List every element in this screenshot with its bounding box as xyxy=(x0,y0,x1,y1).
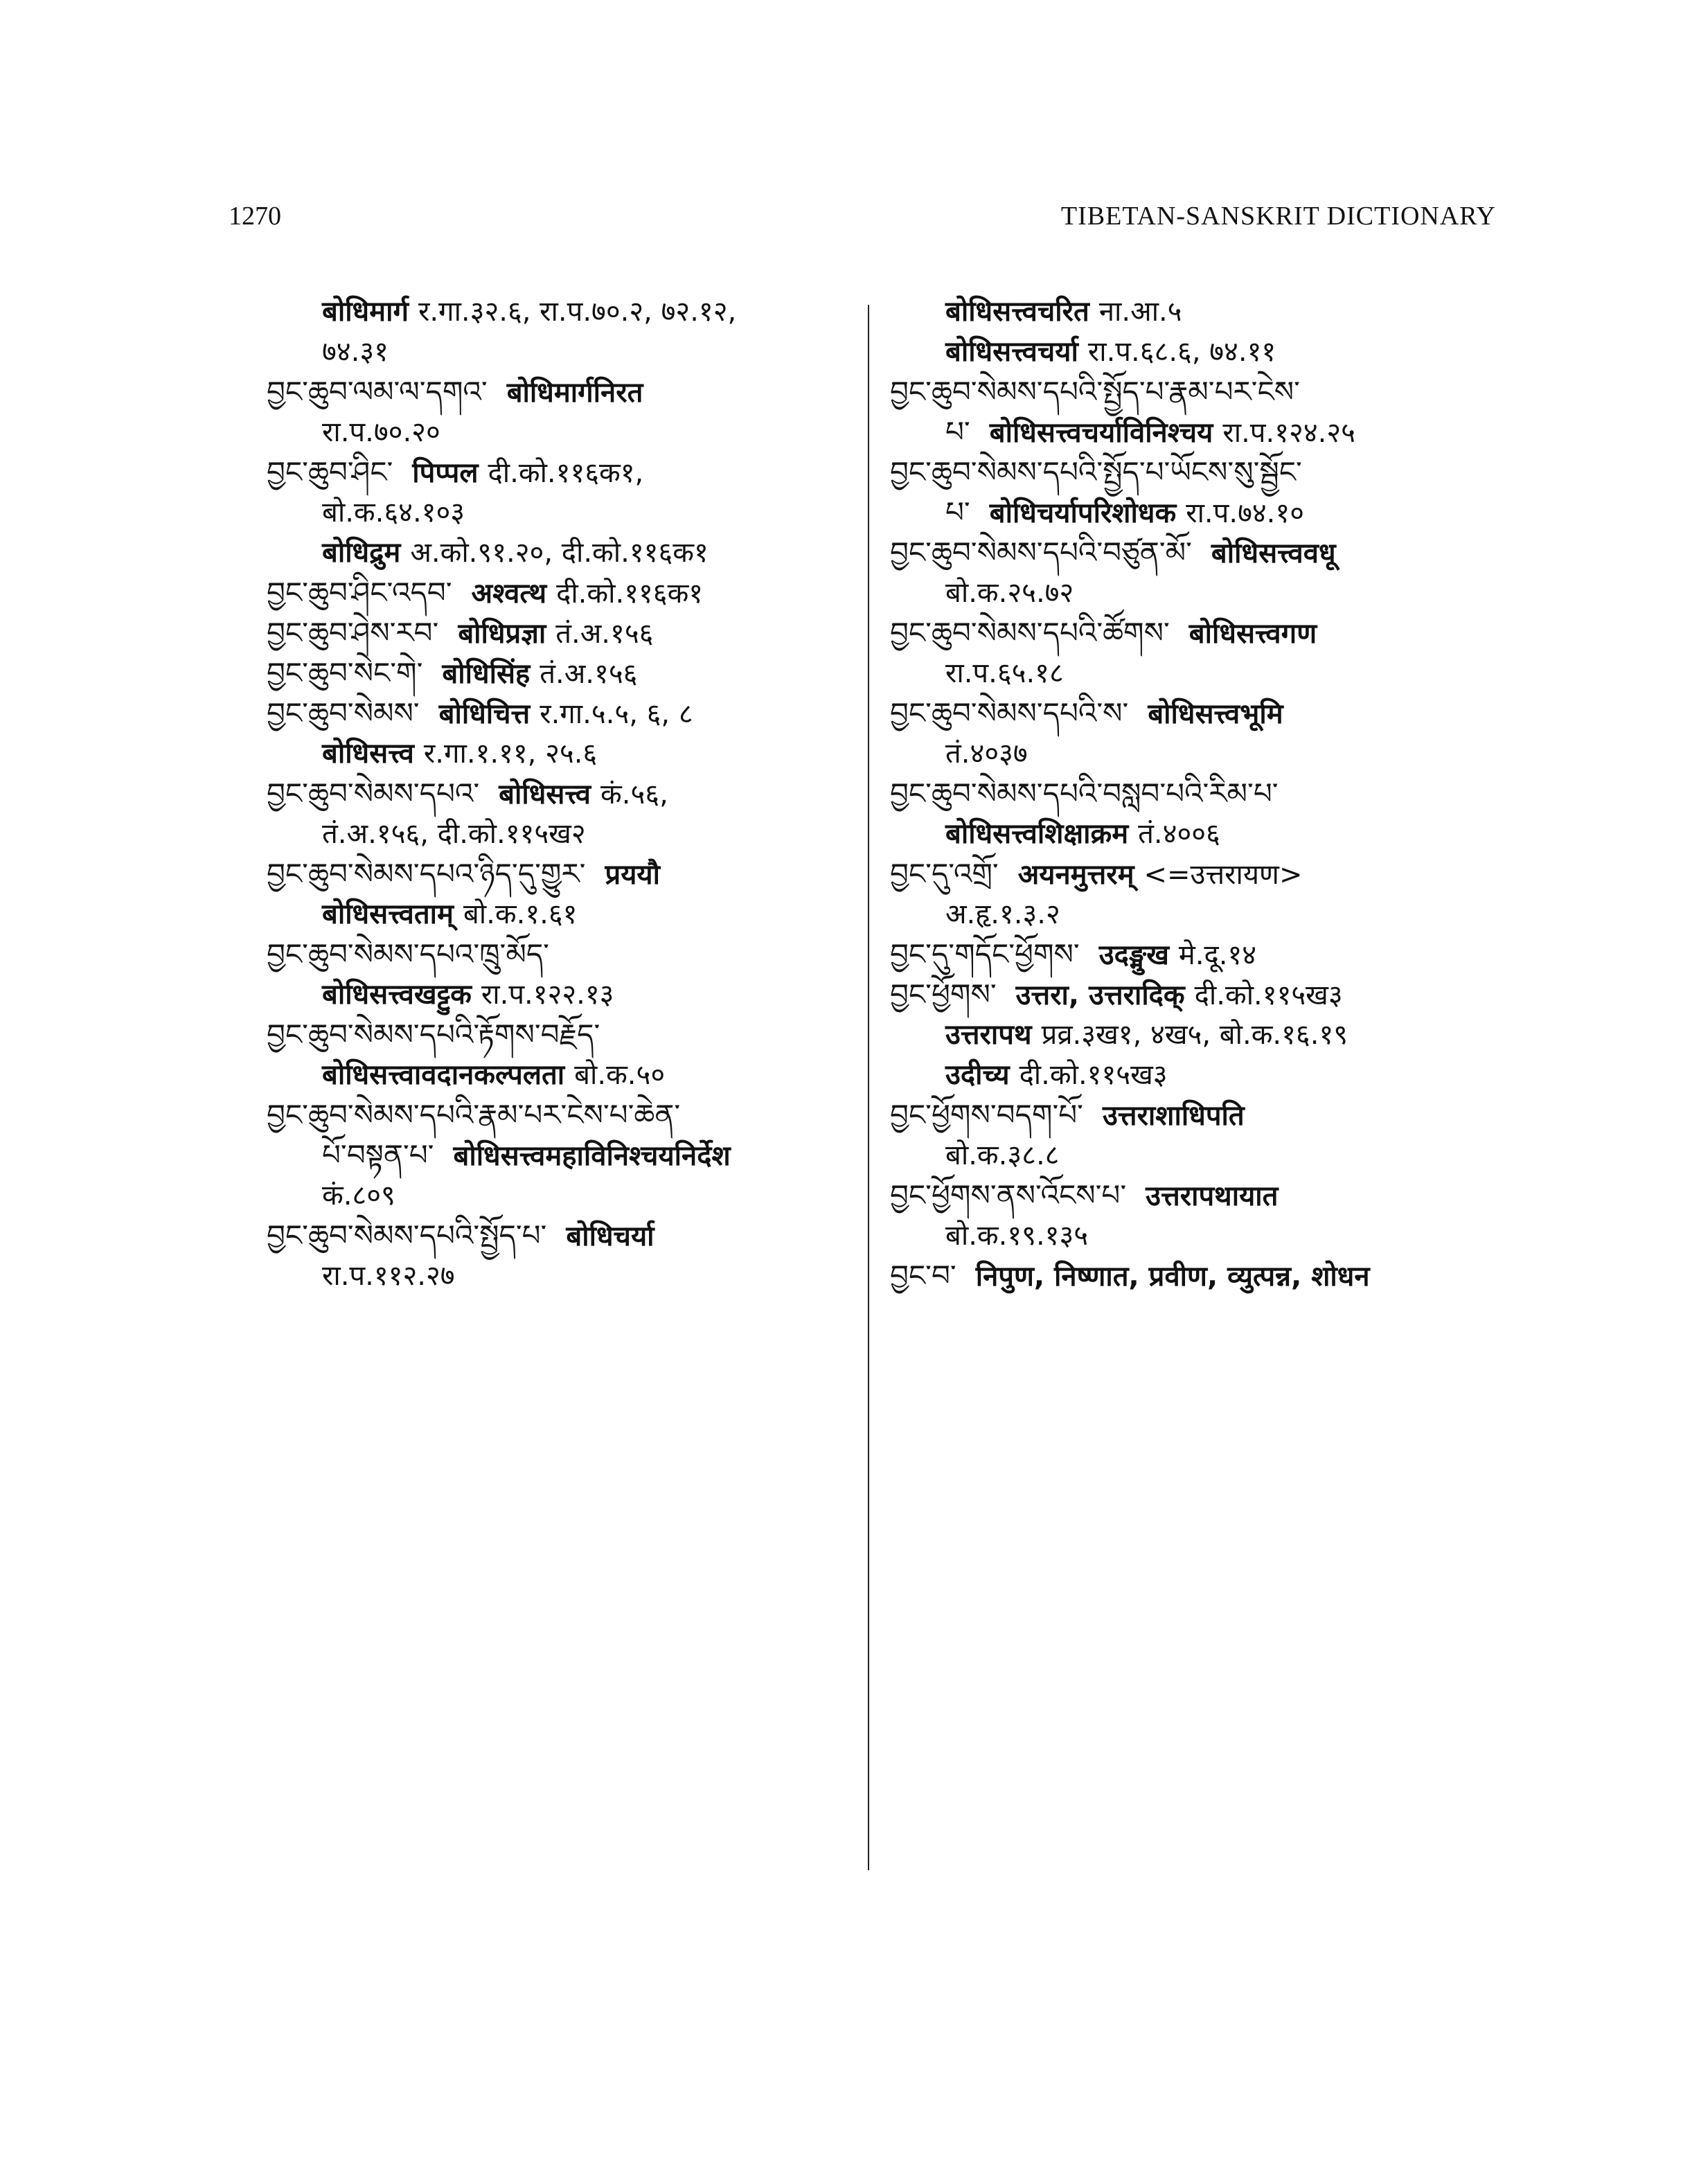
dictionary-line xyxy=(890,659,1513,700)
dictionary-line xyxy=(267,455,869,499)
sanskrit-equivalent: पिप्पल xyxy=(412,457,479,489)
dictionary-line xyxy=(267,338,869,378)
page-number: 1270 xyxy=(229,202,281,231)
source-reference: बो.क.१९.१३५ xyxy=(945,1220,1089,1252)
right-column xyxy=(890,298,1513,1302)
source-reference: र.गा.५.५, ६, ८ xyxy=(540,698,693,730)
sanskrit-equivalent: बोधिसत्त्व xyxy=(499,779,591,810)
dictionary-line xyxy=(890,298,1513,338)
dictionary-line xyxy=(890,1139,1513,1182)
sanskrit-equivalent: बोधिचर्यापरिशोधक xyxy=(989,497,1177,529)
tibetan-headword: བྱང་ཆུབ་སེམས་དཔའི་བསླབ་པའི་རིམ་པ་ xyxy=(890,776,1279,810)
source-reference: अ.हृ.१.३.२ xyxy=(945,898,1060,930)
dictionary-line xyxy=(267,418,869,459)
dictionary-line xyxy=(267,740,869,780)
sanskrit-equivalent: बोधिसत्त्वखट्टुक xyxy=(322,979,472,1011)
source-reference: तं.अ.१५६ xyxy=(540,658,638,690)
tibetan-headword: བྱང་ཆུབ་སེམས་ xyxy=(267,696,420,730)
sanskrit-equivalent: उत्तराशाधिपति xyxy=(1103,1100,1245,1132)
dictionary-line xyxy=(890,1259,1513,1302)
dictionary-line xyxy=(267,539,869,579)
source-reference: बो.क.६४.१०३ xyxy=(322,497,465,529)
source-reference: रा.प.११२.२७ xyxy=(322,1260,455,1292)
source-reference: रा.प.१२४.२५ xyxy=(1222,417,1355,449)
tibetan-headword: པོ་བསྟན་པ་ xyxy=(322,1138,434,1172)
source-reference: रा.प.७४.१० xyxy=(1186,497,1304,529)
sanskrit-equivalent: बोधिसत्त्ववधू xyxy=(1211,538,1336,569)
tibetan-headword: བྱང་ཆུབ་སེང་གེ་ xyxy=(267,656,423,690)
dictionary-line xyxy=(267,375,869,418)
tibetan-headword: པ་ xyxy=(945,495,970,529)
tibetan-headword: པ་ xyxy=(945,415,970,449)
tibetan-headword: བྱང་ཆུབ་སེམས་དཔའ་ཉིད་དུ་གྱུར་ xyxy=(267,857,586,891)
sanskrit-equivalent: उदङ्मुख xyxy=(1098,939,1169,971)
tibetan-headword: བྱང་ཕྱོགས་ནས་འོངས་པ་ xyxy=(890,1178,1127,1212)
source-reference: रा.प.७०.२० xyxy=(322,416,440,448)
sanskrit-equivalent: अश्वत्थ xyxy=(471,578,547,610)
dictionary-line xyxy=(267,937,869,981)
dictionary-line xyxy=(890,455,1513,499)
dictionary-line xyxy=(890,977,1513,1021)
sanskrit-equivalent: बोधिसिंह xyxy=(442,658,531,690)
sanskrit-equivalent: बोधिसत्त्वताम् xyxy=(322,898,454,930)
dictionary-line xyxy=(267,298,869,338)
sanskrit-equivalent: बोधिचर्या xyxy=(566,1220,654,1252)
dictionary-line xyxy=(890,696,1513,740)
dictionary-line xyxy=(267,1098,869,1142)
tibetan-headword: བྱང་ཕྱོགས་ xyxy=(890,977,997,1011)
sanskrit-equivalent: बोधिमार्ग xyxy=(322,296,409,328)
source-reference: दी.को.११६क१ xyxy=(556,578,704,610)
tibetan-headword: བྱང་ཆུབ་ཤིང་ xyxy=(267,455,393,489)
dictionary-line xyxy=(890,338,1513,378)
source-reference: ७४.३१ xyxy=(322,336,389,368)
tibetan-headword: བྱང་ཆུབ་སེམས་དཔའི་རྟོགས་བརྗོད་ xyxy=(267,1018,600,1051)
dictionary-line xyxy=(267,857,869,900)
sanskrit-equivalent: उत्तरा, उत्तरादिक् xyxy=(1015,979,1185,1011)
dictionary-line xyxy=(890,1061,1513,1101)
source-reference: बो.क.२५.७२ xyxy=(945,577,1074,609)
sanskrit-equivalent: बोधिसत्त्वभूमि xyxy=(1148,698,1283,730)
sanskrit-equivalent: अयनमुत्तरम् xyxy=(1017,859,1134,891)
source-reference: दी.को.११५ख३ xyxy=(1194,979,1343,1011)
dictionary-line xyxy=(890,1098,1513,1142)
sanskrit-equivalent: बोधिसत्त्वगण xyxy=(1188,618,1317,650)
tibetan-headword: བྱང་ཆུབ་སེམས་དཔའི་ཚོགས་ xyxy=(890,616,1170,650)
sanskrit-equivalent: बोधिप्रज्ञा xyxy=(458,618,546,650)
dictionary-line xyxy=(890,776,1513,820)
source-reference: प्रव्र.३ख१, ४ख५, बो.क.१६.१९ xyxy=(1041,1019,1348,1051)
source-reference: बो.क.१.६१ xyxy=(463,898,578,930)
dictionary-line xyxy=(890,579,1513,619)
source-reference: कं.५६, xyxy=(600,779,668,810)
sanskrit-equivalent: उत्तरापथ xyxy=(945,1019,1032,1051)
dictionary-line xyxy=(890,820,1513,860)
dictionary-line xyxy=(267,616,869,659)
dictionary-line xyxy=(267,1018,869,1061)
tibetan-headword: བྱང་ཕྱོགས་བདག་པོ་ xyxy=(890,1098,1084,1132)
dictionary-line xyxy=(267,576,869,619)
tibetan-headword: བྱང་ཆུབ་སེམས་དཔའི་བཙུན་མོ་ xyxy=(890,535,1192,569)
tibetan-headword: བྱང་ཆུབ་སེམས་དཔའ་ཁྲུ་མོད་ xyxy=(267,937,549,971)
dictionary-line xyxy=(267,981,869,1021)
sanskrit-equivalent: बोधिसत्त्वचरित xyxy=(945,296,1089,328)
source-reference: रा.प.६८.६, ७४.११ xyxy=(1087,336,1276,368)
source-reference: र.गा.३२.६, रा.प.७०.२, ७२.१२, xyxy=(418,296,737,328)
tibetan-headword: བྱང་དུ་འགྲོ་ xyxy=(890,857,999,891)
sanskrit-equivalent: उदीच्य xyxy=(945,1059,1010,1091)
tibetan-headword: བྱང་ཆུབ་སེམས་དཔའི་སྤྱོད་པ་ xyxy=(267,1218,547,1252)
left-column xyxy=(267,298,869,1302)
dictionary-line xyxy=(267,656,869,700)
dictionary-line xyxy=(890,740,1513,780)
tibetan-headword: བྱང་ཆུབ་སེམས་དཔའི་སྤྱོད་པ་ཡོངས་སུ་སྦྱོང་ xyxy=(890,455,1302,489)
dictionary-line xyxy=(890,616,1513,659)
dictionary-line xyxy=(890,857,1513,900)
sanskrit-equivalent: बोधिसत्त्वशिक्षाक्रम xyxy=(945,818,1129,850)
running-title: TIBETAN-SANSKRIT DICTIONARY xyxy=(1060,202,1496,231)
dictionary-line xyxy=(267,1218,869,1262)
dictionary-line xyxy=(890,1222,1513,1262)
source-reference: <=उत्तरायण> xyxy=(1143,859,1303,891)
tibetan-headword: བྱང་ཆུབ་སེམས་དཔའ་ xyxy=(267,776,480,810)
page-header xyxy=(229,201,1496,242)
dictionary-line xyxy=(267,696,869,740)
source-reference: रा.प.१२२.१३ xyxy=(481,979,614,1011)
dictionary-line xyxy=(890,495,1513,539)
column-divider xyxy=(868,305,869,1870)
sanskrit-equivalent: बोधिसत्त्वचर्याविनिश्चय xyxy=(989,417,1213,449)
source-reference: तं.४०३७ xyxy=(945,738,1028,770)
sanskrit-equivalent: बोधिसत्त्वचर्या xyxy=(945,336,1078,368)
source-reference: तं.अ.१५६ xyxy=(555,618,654,650)
dictionary-line xyxy=(890,535,1513,579)
dictionary-line xyxy=(890,415,1513,459)
sanskrit-equivalent: बोधिमार्गनिरत xyxy=(506,377,643,409)
tibetan-headword: བྱང་དུ་གདོང་ཕྱོགས་ xyxy=(890,937,1080,971)
sanskrit-equivalent: बोधिसत्त्व xyxy=(322,738,414,770)
tibetan-headword: བྱང་ཆུབ་ཤེས་རབ་ xyxy=(267,616,439,650)
tibetan-headword: བྱང་ཆུབ་ལམ་ལ་དགའ་ xyxy=(267,375,488,409)
dictionary-line xyxy=(267,820,869,860)
sanskrit-equivalent: बोधिसत्त्वावदानकल्पलता xyxy=(322,1059,565,1091)
dictionary-line xyxy=(890,900,1513,941)
dictionary-line xyxy=(267,900,869,941)
source-reference: बो.क.५० xyxy=(574,1059,666,1091)
sanskrit-equivalent: बोधिसत्त्वमहाविनिश्चयनिर्देश xyxy=(453,1140,731,1172)
tibetan-headword: བྱང་ཆུབ་ཤིང་འདབ་ xyxy=(267,576,452,610)
tibetan-headword: བྱང་ཆུབ་སེམས་དཔའི་ས་ xyxy=(890,696,1129,730)
tibetan-headword: བྱང་ཆུབ་སེམས་དཔའི་སྤྱོད་པ་རྣམ་པར་ངེས་ xyxy=(890,375,1300,409)
source-reference: रा.प.६५.१८ xyxy=(945,657,1064,689)
dictionary-line xyxy=(890,937,1513,981)
dictionary-line xyxy=(267,1262,869,1302)
tibetan-headword: བྱང་ཆུབ་སེམས་དཔའི་རྣམ་པར་ངེས་པ་ཆེན་ xyxy=(267,1098,681,1132)
source-reference: ना.आ.५ xyxy=(1098,296,1182,328)
source-reference: मे.दू.१४ xyxy=(1178,939,1257,971)
source-reference: बो.क.३८.८ xyxy=(945,1139,1060,1171)
sanskrit-equivalent: बोधिद्रुम xyxy=(322,537,401,569)
sanskrit-equivalent: प्रययौ xyxy=(605,859,660,891)
sanskrit-equivalent: निपुण, निष्णात, प्रवीण, व्युत्पन्न, शोधन xyxy=(975,1261,1370,1293)
tibetan-headword: བྱང་བ་ xyxy=(890,1259,956,1293)
source-reference: र.गा.१.११, २५.६ xyxy=(423,738,598,770)
source-reference: दी.को.११५ख३ xyxy=(1019,1059,1168,1091)
dictionary-line xyxy=(890,1021,1513,1061)
dictionary-line xyxy=(890,1178,1513,1222)
dictionary-line xyxy=(267,1061,869,1101)
sanskrit-equivalent: उत्तरापथायात xyxy=(1146,1180,1279,1212)
dictionary-line xyxy=(267,499,869,539)
source-reference: दी.को.११६क१, xyxy=(488,457,644,489)
source-reference: तं.अ.१५६, दी.को.११५ख२ xyxy=(322,818,586,850)
dictionary-line xyxy=(267,1138,869,1182)
dictionary-line xyxy=(267,776,869,820)
dictionary-line xyxy=(890,375,1513,418)
sanskrit-equivalent: बोधिचित्त xyxy=(438,698,531,730)
source-reference: अ.को.९१.२०, दी.को.११६क१ xyxy=(410,537,709,569)
source-reference: कं.८०९ xyxy=(322,1180,395,1211)
dictionary-line xyxy=(267,1182,869,1222)
source-reference: तं.४००६ xyxy=(1138,818,1220,850)
